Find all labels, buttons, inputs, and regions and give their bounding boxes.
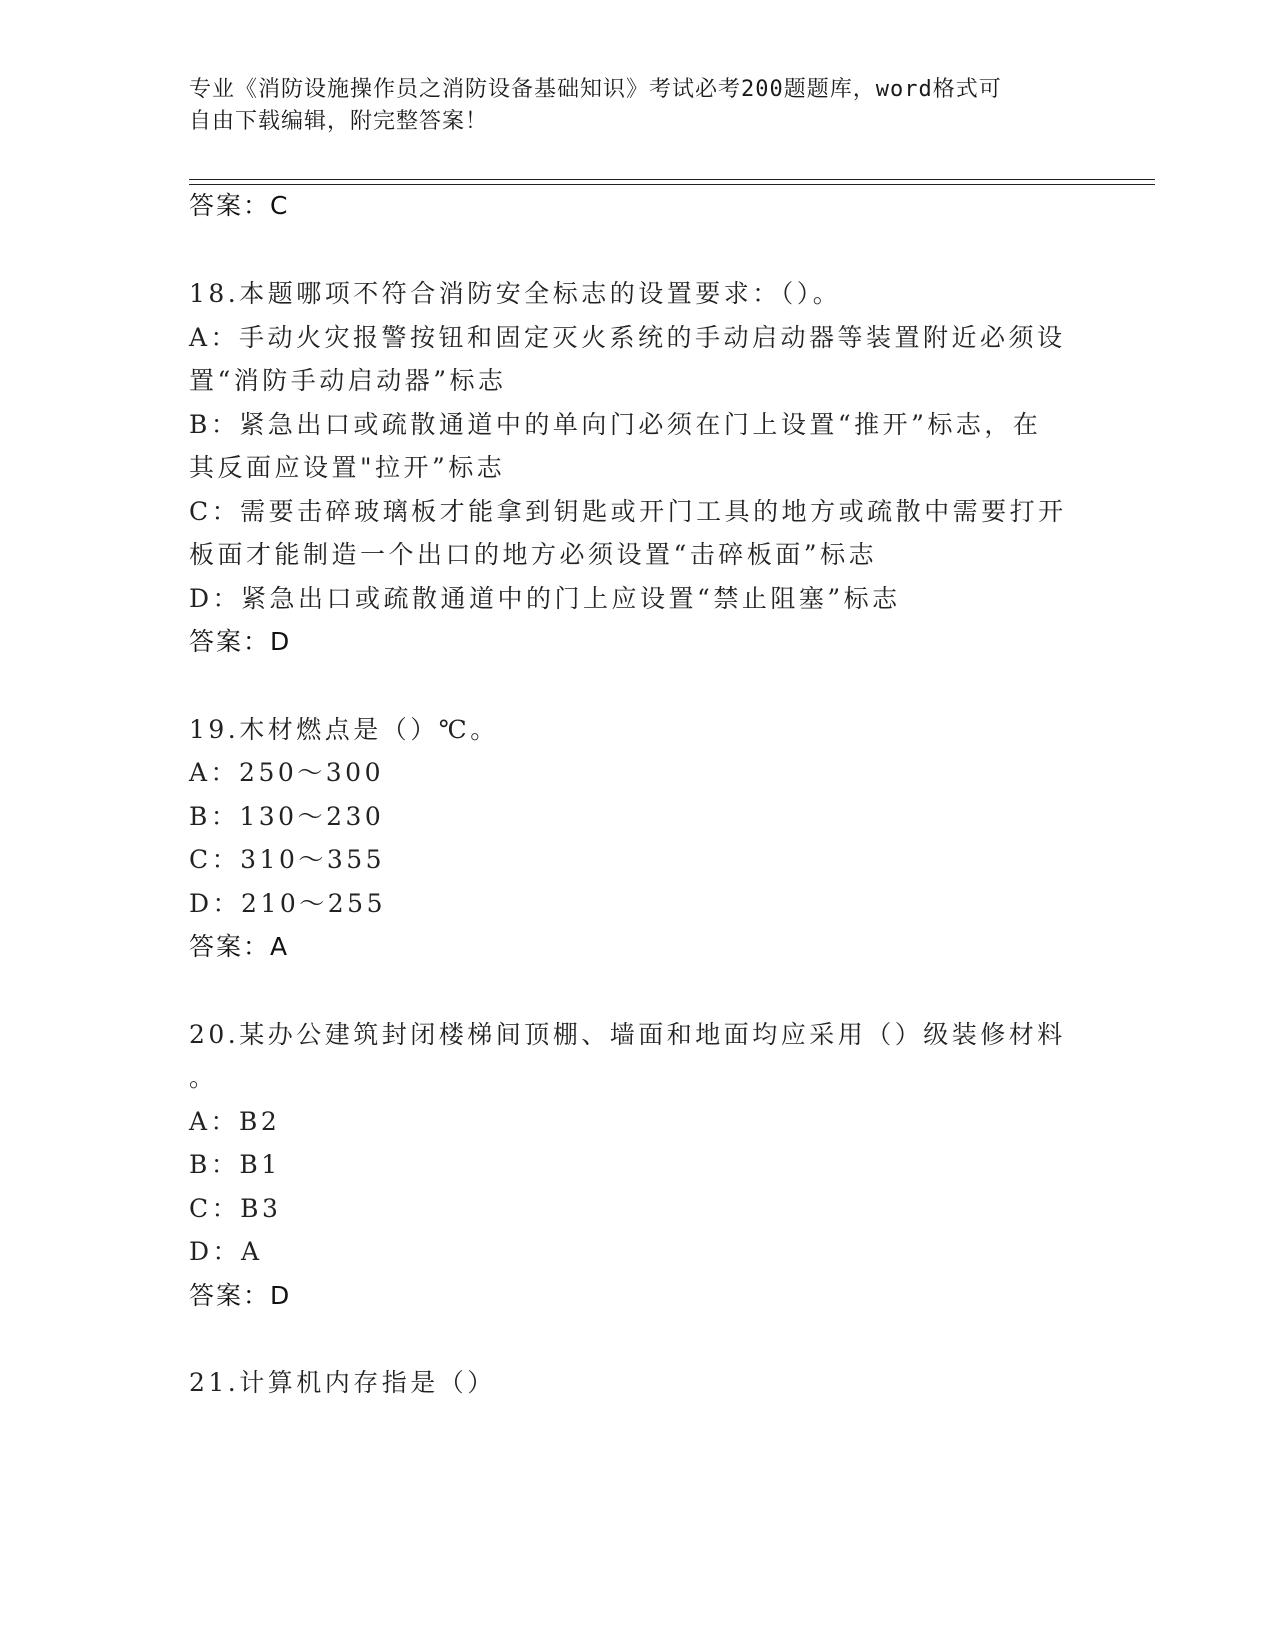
- question-21-stem: 21.计算机内存指是（）: [189, 1368, 496, 1397]
- header-divider-top: [189, 179, 1155, 180]
- page-header: [189, 74, 1069, 138]
- answer-q18: 答案：D: [189, 627, 292, 656]
- question-20-option-d: D：A: [189, 1237, 263, 1266]
- answer-q20: 答案：D: [189, 1281, 292, 1310]
- header-line-1: 专业《消防设施操作员之消防设备基础知识》考试必考200题题库，word格式可: [189, 77, 1002, 102]
- question-18-option-a-cont: 置“消防手动启动器”标志: [189, 366, 507, 395]
- answer-q19: 答案：A: [189, 932, 290, 961]
- question-20-option-c: C：B3: [189, 1194, 282, 1223]
- question-19-stem: 19.木材燃点是（）℃。: [189, 715, 499, 744]
- question-18-option-b: B：紧急出口或疏散通道中的单向门必须在门上设置“推开”标志，在: [189, 410, 1042, 439]
- header-line-2: 自由下载编辑，附完整答案！: [189, 109, 489, 134]
- question-18-option-c: C：需要击碎玻璃板才能拿到钥匙或开门工具的地方或疏散中需要打开: [189, 497, 1067, 526]
- question-19-option-b: B：130～230: [189, 802, 385, 831]
- question-18-stem: 18.本题哪项不符合消防安全标志的设置要求：（）。: [189, 279, 842, 308]
- question-20-stem: 20.某办公建筑封闭楼梯间顶棚、墙面和地面均应采用（）级装修材料: [189, 1020, 1066, 1049]
- question-20-option-a: A：B2: [189, 1107, 281, 1136]
- question-18-option-a: A：手动火灾报警按钮和固定灭火系统的手动启动器等装置附近必须设: [189, 323, 1066, 352]
- question-19-option-d: D：210～255: [189, 889, 386, 918]
- question-18-option-d: D：紧急出口或疏散通道中的门上应设置“禁止阻塞”标志: [189, 584, 901, 613]
- question-18-option-c-cont: 板面才能制造一个出口的地方必须设置“击碎板面”标志: [189, 540, 878, 569]
- question-20-stem-cont: 。: [189, 1063, 218, 1092]
- question-19-option-c: C：310～355: [189, 845, 386, 874]
- question-19-option-a: A：250～300: [189, 758, 384, 787]
- question-20-option-b: B：B1: [189, 1150, 281, 1179]
- header-divider-bottom: [189, 184, 1155, 185]
- question-18-option-b-cont: 其反面应设置"拉开”标志: [189, 453, 506, 482]
- answer-q17: 答案：C: [189, 191, 290, 220]
